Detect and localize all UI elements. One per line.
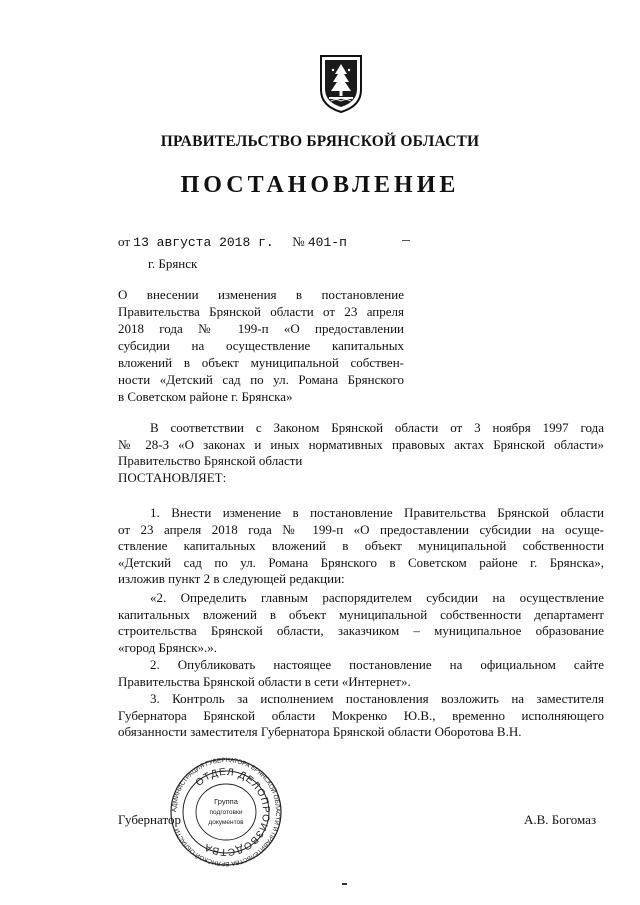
official-stamp	[168, 757, 284, 867]
subject-block	[118, 286, 404, 405]
item-3-line: 3. Контроль за исполнением постановления возложить на заместителя	[150, 691, 604, 706]
item-1-line: «Детский сад по ул. Романа Брянского в Советском районе г. Брянска»,	[118, 554, 604, 570]
subject-line: 2018 года № 199-п «О предоставлении	[118, 321, 404, 336]
signatory-title: Губернатор	[118, 812, 181, 827]
stamp-outer-text: АДМИНИСТРАЦИЯ ГУБЕРНАТОРА БРЯНСКОЙ ОБЛАСТИ И ПРАВИТЕЛЬСТВА БРЯНСКОЙ ОБЛАСТИ	[170, 757, 282, 867]
item-1-quote	[118, 590, 604, 656]
item-1-line: от 23 апреля 2018 года № 199-п «О предоставлении субсидии на осуще-	[118, 521, 604, 537]
number-label: №	[292, 234, 305, 249]
from-label: от	[118, 234, 131, 249]
item-1-line: ствление капитальных вложений в объект муниципальной собственности	[118, 538, 604, 553]
quote-line: «2. Определить главным распорядителем субсидии на осуществление	[150, 590, 604, 605]
subject-line: Правительства Брянской области от 23 апреля	[118, 304, 404, 319]
stamp-inner-text: ОТДЕЛ ДЕЛОПРОИЗВОДСТВА	[193, 766, 272, 858]
subject-line: вложений в объект муниципальной собствен-	[118, 355, 404, 370]
subject-line: О внесении изменения в постановление	[118, 287, 404, 302]
subject-line: субсидии на осуществление капитальных	[118, 338, 404, 353]
item-2-line: 2. Опубликовать настоящее постановление на официальном сайте	[150, 657, 604, 672]
stamp-center-line: документов	[208, 819, 244, 826]
subject-line: ности «Детский сад по ул. Романа Брянского	[118, 372, 404, 387]
city-label: г. Брянск	[148, 256, 198, 271]
preamble-line: Правительство Брянской области	[118, 453, 303, 468]
stamp-center-line: подготовки	[209, 809, 243, 816]
item-1-line: 1. Внести изменение в постановление Правительства Брянской области	[150, 505, 604, 520]
bryansk-coat-of-arms-icon	[316, 50, 366, 114]
document-number: 401-п	[307, 235, 347, 250]
date-number-line	[118, 234, 347, 250]
item-1-line: изложив пункт 2 в следующей редакции:	[118, 571, 345, 586]
subject-line: в Советском районе г. Брянска»	[118, 389, 293, 404]
item-3-line: обязанности заместителя Губернатора Брянской области Оборотова В.Н.	[118, 724, 522, 739]
item-2-line: Правительства Брянской области в сети «Интернет».	[118, 673, 411, 689]
item-1	[118, 505, 604, 588]
signatory-name: А.В. Богомаз	[524, 812, 597, 827]
government-title: ПРАВИТЕЛЬСТВО БРЯНСКОЙ ОБЛАСТИ	[160, 133, 480, 150]
document-type-title: ПОСТАНОВЛЕНИЕ	[180, 172, 460, 198]
decree-keyword: ПОСТАНОВЛЯЕТ:	[118, 469, 227, 485]
scan-mark	[402, 240, 410, 241]
item-3	[118, 691, 604, 741]
item-3-line: Губернатора Брянской области Мокренко Ю.В., временно исполняющего	[118, 707, 604, 723]
document-date: 13 августа 2018 г.	[133, 235, 274, 250]
scan-mark	[342, 883, 347, 885]
quote-line: «город Брянск».».	[118, 639, 217, 655]
preamble-line: № 28-З «О законах и иных нормативных правовых актах Брянской области»	[118, 436, 604, 452]
preamble	[118, 420, 604, 486]
stamp-center-line: Группа	[214, 797, 238, 806]
quote-line: строительства Брянской области, заказчиком – муниципальное образование	[118, 623, 604, 638]
preamble-line: В соответствии с Законом Брянской области от 3 ноября 1997 года	[150, 420, 604, 435]
item-2	[118, 657, 604, 690]
quote-line: капитальных вложений в объект муниципальной собственности департамент	[118, 606, 604, 622]
